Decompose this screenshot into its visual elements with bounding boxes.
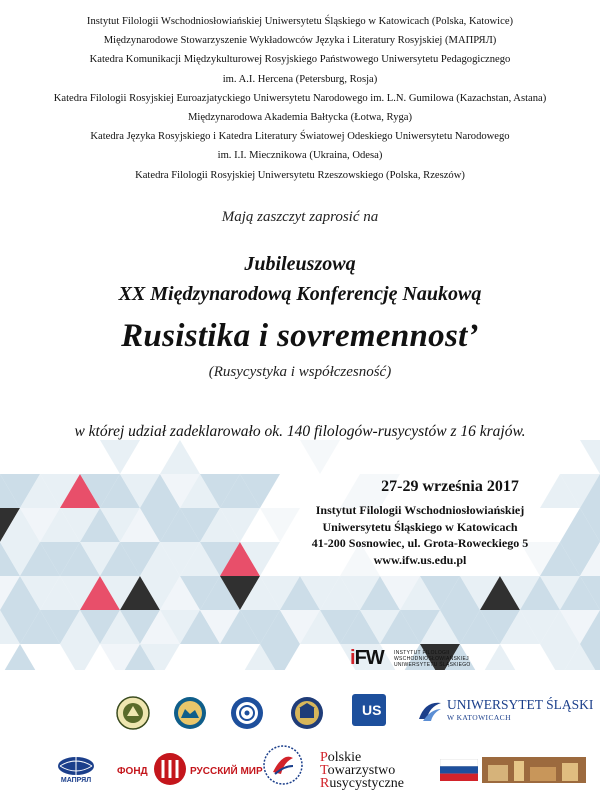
organizer-line: Katedra Języka Rosyjskiego i Katedra Literatury Światowej Odeskiego Uniwersytetu Narodowego xyxy=(90,131,510,143)
mapryal-logo xyxy=(55,756,97,786)
ifw-logo-text xyxy=(394,650,471,668)
event-date: 27-29 września 2017 xyxy=(381,478,519,495)
conference-subtitle: (Rusycystyka i współczesność) xyxy=(208,364,392,380)
ifw-text-line: UNIWERSYTETU ŚLĄSKIEGO xyxy=(394,662,471,668)
organizers-list xyxy=(0,12,600,185)
pattern-triangle xyxy=(160,440,200,474)
participants-text: w której udział zadeklarowało ok. 140 filologów-rusycystów z 16 krajów. xyxy=(74,423,526,440)
organizer-line: Katedra Filologii Rosyjskiej Euroazjatyckiego Uniwersytetu Narodowego im. L.N. Gumilowa (Kazachstan, Astana) xyxy=(53,92,547,104)
conference-line-2: XX Międzynarodową Konferencję Naukową xyxy=(118,283,482,305)
invitation-text: Mają zaszczyt zaprosić na xyxy=(221,209,379,225)
russkiy-mir-emblem-icon xyxy=(153,752,187,786)
event-venue xyxy=(250,502,590,568)
conference-title: Rusistika i sovremennost’ xyxy=(121,318,479,354)
pattern-triangle xyxy=(100,440,140,474)
conference-line-1: Jubileuszową xyxy=(244,253,356,275)
baltic-academy-seal-icon xyxy=(290,696,324,730)
pts-line: Polskie xyxy=(320,750,362,765)
ifw-mark-fw: FW xyxy=(354,647,384,669)
venue-line: Uniwersytetu Śląskiego w Katowicach xyxy=(322,519,518,534)
ifw-text-line: WSCHODNIOSŁOWIAŃSKIEJ xyxy=(394,656,469,662)
ifw-text-line: INSTYTUT FILOLOGII xyxy=(394,650,450,656)
pts-logo xyxy=(320,751,445,795)
uniwersytet-emblem-icon xyxy=(417,699,443,723)
russkiy-mir-logo xyxy=(117,752,263,788)
us-mark: US xyxy=(362,702,382,718)
pattern-triangle xyxy=(60,644,100,670)
uniwersytet-name: UNIWERSYTET ŚLĄSKI xyxy=(447,697,594,712)
pattern-triangle xyxy=(580,440,600,474)
pattern-triangle xyxy=(0,644,40,670)
venue-website-link[interactable]: www.ifw.us.edu.pl xyxy=(373,552,467,567)
ifw-mark-i: i xyxy=(350,647,355,669)
eurasian-university-seal-icon xyxy=(230,696,264,730)
herzen-university-seal-icon xyxy=(116,696,150,730)
russian-flag-icon xyxy=(440,759,478,781)
uniwersytet-slaski-logo xyxy=(417,695,594,729)
venue-line: Instytut Filologii Wschodniosłowiańskiej xyxy=(315,503,525,517)
organizer-line: Katedra Filologii Rosyjskiej Uniwersytetu Rzeszowskiego (Polska, Rzeszów) xyxy=(135,169,465,181)
organizer-line: Międzynarodowa Akademia Bałtycka (Łotwa, Ryga) xyxy=(187,112,413,124)
city-landscape-icon xyxy=(482,757,586,783)
mapryal-label: МАПРЯЛ xyxy=(60,777,92,784)
pts-line: Rusycystyczne xyxy=(320,776,404,791)
organizer-line: im. I.I. Miecznikowa (Ukraina, Odesa) xyxy=(217,150,383,162)
organizer-line: im. A.I. Hercena (Petersburg, Rosja) xyxy=(222,73,378,85)
organizer-line: Międzynarodowe Stowarzyszenie Wykładowców Języka i Literatury Rosyjskiej (МАПРЯЛ) xyxy=(103,35,497,47)
pattern-triangle xyxy=(480,644,520,670)
organizer-line: Katedra Komunikacji Międzykulturowej Rosyjskiego Państwowego Uniwersytetu Pedagogicznego xyxy=(89,54,511,66)
rzeszow-university-seal-icon xyxy=(262,744,304,786)
venue-line: 41-200 Sosnowiec, ul. Grota-Roweckiego 5 xyxy=(311,536,529,550)
globe-icon xyxy=(55,756,97,776)
fond-label-left: ФОНД xyxy=(117,766,148,777)
odessa-university-seal-icon xyxy=(173,696,207,730)
us-logo xyxy=(352,694,386,726)
uniwersytet-subtitle: W KATOWICACH xyxy=(447,713,511,722)
pattern-triangle xyxy=(300,440,340,474)
ifw-mark xyxy=(350,647,384,670)
organizer-line: Instytut Filologii Wschodniosłowiańskiej Uniwersytetu Śląskiego w Katowicach (Polska, Katowice) xyxy=(86,16,514,27)
katedra-banner-logo xyxy=(440,755,590,785)
fond-label-right: РУССКИЙ МИР xyxy=(190,766,263,777)
pts-line: Towarzystwo xyxy=(320,763,396,778)
ifw-logo xyxy=(350,647,480,673)
